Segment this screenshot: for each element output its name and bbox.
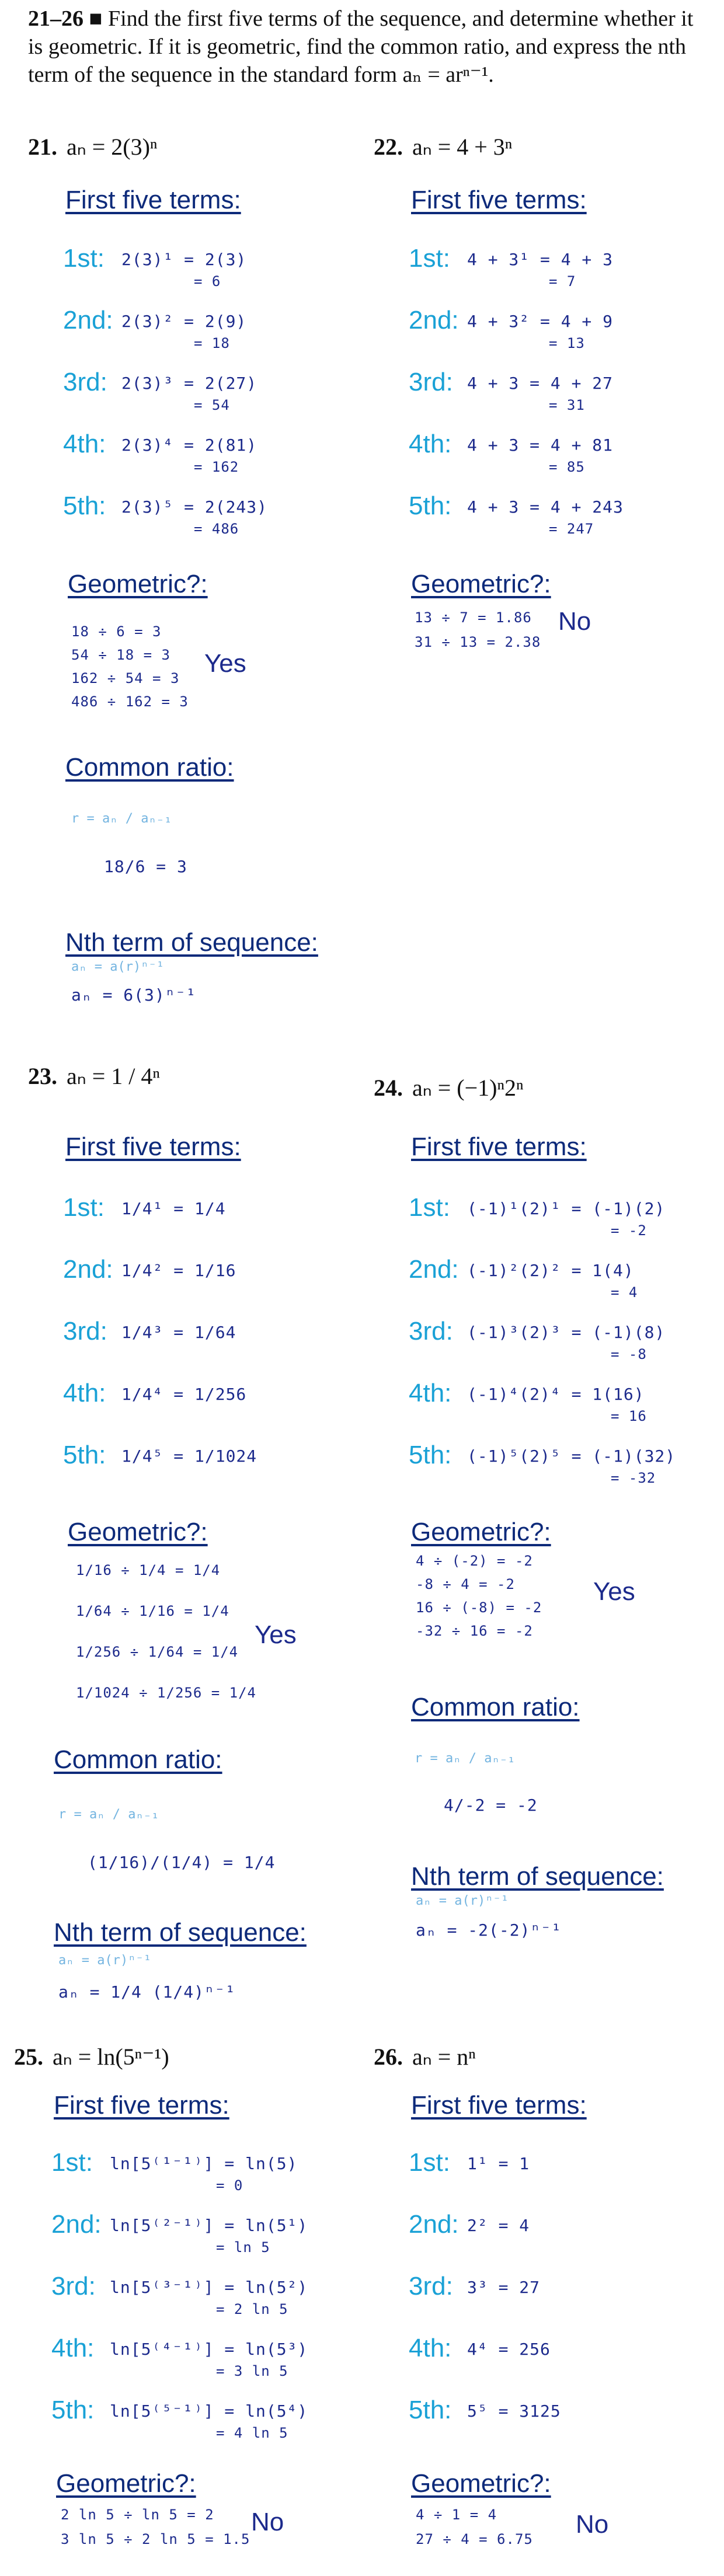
geo-work-line: 1/64 ÷ 1/16 = 1/4 xyxy=(76,1603,229,1619)
term-work: 1/4⁴ = 1/256 xyxy=(121,1385,247,1404)
geo-work-line: 162 ÷ 54 = 3 xyxy=(71,670,180,686)
term-work: 4 + 3¹ = 4 + 3 xyxy=(467,250,614,269)
term-result: = 13 xyxy=(549,335,585,351)
ordinal-1: 1st: xyxy=(409,244,450,273)
first-five-heading: First five terms: xyxy=(65,186,241,214)
geo-work-line: 18 ÷ 6 = 3 xyxy=(71,623,162,640)
term-work: 5⁵ = 3125 xyxy=(467,2401,561,2421)
term-result: = 6 xyxy=(194,273,221,290)
geometric-heading: Geometric?: xyxy=(68,1518,208,1546)
ordinal-3: 3rd: xyxy=(51,2272,96,2300)
ratio-formula: r = aₙ / aₙ₋₁ xyxy=(58,1807,159,1822)
geometric-heading: Geometric?: xyxy=(68,570,208,598)
term-work: 1¹ = 1 xyxy=(467,2154,530,2173)
term-result: = 4 ln 5 xyxy=(216,2425,288,2441)
term-work: 2(3)¹ = 2(3) xyxy=(121,250,247,269)
problem-formula: aₙ = 2(3)ⁿ xyxy=(67,134,158,160)
problem-25-header: 25. aₙ = ln(5ⁿ⁻¹) xyxy=(14,2044,169,2070)
nth-work: aₙ = -2(-2)ⁿ⁻¹ xyxy=(416,1920,562,1940)
term-work: 1/4² = 1/16 xyxy=(121,1261,236,1280)
geo-answer: Yes xyxy=(204,649,246,678)
problem-formula: aₙ = ln(5ⁿ⁻¹) xyxy=(53,2044,169,2070)
term-result: = 0 xyxy=(216,2177,243,2194)
nth-term-heading: Nth term of sequence: xyxy=(411,1862,664,1891)
term-work: ln[5⁽¹⁻¹⁾] = ln(5) xyxy=(110,2154,298,2173)
term-work: (-1)³(2)³ = (-1)(8) xyxy=(467,1323,666,1342)
ordinal-4: 4th: xyxy=(409,2334,452,2362)
term-work: (-1)²(2)² = 1(4) xyxy=(467,1261,634,1280)
term-work: 2² = 4 xyxy=(467,2216,530,2235)
ratio-formula: r = aₙ / aₙ₋₁ xyxy=(415,1751,516,1766)
ratio-work: 18/6 = 3 xyxy=(104,857,187,876)
ordinal-2: 2nd: xyxy=(409,306,459,334)
geo-work-line: 486 ÷ 162 = 3 xyxy=(71,693,189,710)
geo-answer: Yes xyxy=(255,1620,297,1649)
term-work: ln[5⁽⁴⁻¹⁾] = ln(5³) xyxy=(110,2340,308,2359)
ordinal-1: 1st: xyxy=(51,2148,93,2177)
geo-work-line: 13 ÷ 7 = 1.86 xyxy=(415,609,532,626)
term-result: = 7 xyxy=(549,273,576,290)
term-result: = -2 xyxy=(611,1222,647,1239)
ordinal-4: 4th: xyxy=(63,430,106,458)
term-work: (-1)⁴(2)⁴ = 1(16) xyxy=(467,1385,645,1404)
term-work: ln[5⁽³⁻¹⁾] = ln(5²) xyxy=(110,2278,308,2297)
term-result: = 18 xyxy=(194,335,230,351)
ordinal-1: 1st: xyxy=(409,2148,450,2177)
nth-work: aₙ = 1/4 (1/4)ⁿ⁻¹ xyxy=(58,1982,236,2002)
instructions-text: Find the first five terms of the sequence, and determine whether it is geometric. If it is geometric, find the common ratio, and express the nth term of the sequence in the standard form xyxy=(28,6,694,87)
ratio-work: (1/16)/(1/4) = 1/4 xyxy=(88,1853,276,1872)
problem-range: 21–26 xyxy=(28,6,83,31)
problem-21-header: 21. aₙ = 2(3)ⁿ xyxy=(28,134,158,160)
nth-formula: aₙ = a(r)ⁿ⁻¹ xyxy=(71,960,164,974)
ordinal-3: 3rd: xyxy=(63,1317,107,1345)
ordinal-4: 4th: xyxy=(51,2334,95,2362)
nth-work: aₙ = 6(3)ⁿ⁻¹ xyxy=(71,985,197,1005)
ordinal-4: 4th: xyxy=(409,430,452,458)
term-work: 1/4¹ = 1/4 xyxy=(121,1199,226,1218)
term-work: (-1)¹(2)¹ = (-1)(2) xyxy=(467,1199,666,1218)
term-work: 2(3)⁴ = 2(81) xyxy=(121,435,257,455)
term-work: 3³ = 27 xyxy=(467,2278,541,2297)
problem-22-header: 22. aₙ = 4 + 3ⁿ xyxy=(374,134,513,160)
first-five-heading: First five terms: xyxy=(54,2091,229,2120)
ordinal-2: 2nd: xyxy=(409,1255,459,1284)
term-work: 4 + 3 = 4 + 81 xyxy=(467,435,614,455)
geo-work-line: 31 ÷ 13 = 2.38 xyxy=(415,634,541,650)
term-work: 4 + 3 = 4 + 27 xyxy=(467,374,614,393)
term-work: 2(3)² = 2(9) xyxy=(121,312,247,331)
term-work: ln[5⁽²⁻¹⁾] = ln(5¹) xyxy=(110,2216,308,2235)
term-result: = 247 xyxy=(549,521,594,537)
ordinal-2: 2nd: xyxy=(409,2210,459,2239)
geo-answer: No xyxy=(558,607,591,636)
geo-work-line: 1/256 ÷ 1/64 = 1/4 xyxy=(76,1644,239,1660)
first-five-heading: First five terms: xyxy=(411,1132,587,1161)
common-ratio-heading: Common ratio: xyxy=(65,753,234,782)
term-work: 2(3)³ = 2(27) xyxy=(121,374,257,393)
ordinal-4: 4th: xyxy=(63,1379,106,1407)
ordinal-5: 5th: xyxy=(409,492,452,520)
geo-answer: No xyxy=(576,2510,609,2539)
term-result: = 85 xyxy=(549,459,585,475)
ordinal-5: 5th: xyxy=(51,2396,95,2424)
term-result: = -32 xyxy=(611,1470,656,1486)
ordinal-3: 3rd: xyxy=(63,368,107,396)
ordinal-2: 2nd: xyxy=(63,1255,113,1284)
geometric-heading: Geometric?: xyxy=(411,570,551,598)
geo-work-line: 1/16 ÷ 1/4 = 1/4 xyxy=(76,1562,221,1578)
term-result: = 4 xyxy=(611,1284,638,1301)
geometric-heading: Geometric?: xyxy=(411,1518,551,1546)
ordinal-1: 1st: xyxy=(63,244,105,273)
first-five-heading: First five terms: xyxy=(411,2091,587,2120)
term-result: = -8 xyxy=(611,1346,647,1362)
geo-work-line: 2 ln 5 ÷ ln 5 = 2 xyxy=(61,2507,214,2523)
ordinal-5: 5th: xyxy=(409,1441,452,1469)
nth-term-heading: Nth term of sequence: xyxy=(54,1918,307,1947)
problem-formula: aₙ = nⁿ xyxy=(412,2044,476,2070)
term-work: (-1)⁵(2)⁵ = (-1)(32) xyxy=(467,1446,676,1466)
geo-answer: Yes xyxy=(593,1577,635,1606)
first-five-heading: First five terms: xyxy=(411,186,587,214)
problem-26-header: 26. aₙ = nⁿ xyxy=(374,2044,476,2070)
problem-formula: aₙ = 4 + 3ⁿ xyxy=(412,134,513,160)
geo-work-line: 27 ÷ 4 = 6.75 xyxy=(416,2531,533,2547)
term-result: = 486 xyxy=(194,521,239,537)
ordinal-3: 3rd: xyxy=(409,1317,453,1345)
first-five-heading: First five terms: xyxy=(65,1132,241,1161)
geometric-heading: Geometric?: xyxy=(411,2469,551,2498)
geo-work-line: -8 ÷ 4 = -2 xyxy=(416,1576,515,1592)
ordinal-4: 4th: xyxy=(409,1379,452,1407)
term-result: = 16 xyxy=(611,1408,647,1424)
term-result: = 54 xyxy=(194,397,230,413)
term-work: 4⁴ = 256 xyxy=(467,2340,551,2359)
geo-work-line: -32 ÷ 16 = -2 xyxy=(416,1623,533,1639)
problem-24-header: 24. aₙ = (−1)ⁿ2ⁿ xyxy=(374,1075,524,1101)
term-work: 2(3)⁵ = 2(243) xyxy=(121,497,268,517)
ordinal-5: 5th: xyxy=(63,1441,106,1469)
square-bullet-icon: ■ xyxy=(89,6,103,31)
term-work: 4 + 3 = 4 + 243 xyxy=(467,497,624,517)
instructions xyxy=(28,5,705,89)
problem-23-header: 23. aₙ = 1 / 4ⁿ xyxy=(28,1063,160,1089)
nth-formula: aₙ = a(r)ⁿ⁻¹ xyxy=(58,1953,151,1968)
ordinal-5: 5th: xyxy=(63,492,106,520)
term-result: = 31 xyxy=(549,397,585,413)
ratio-formula: r = aₙ / aₙ₋₁ xyxy=(71,811,172,826)
ordinal-3: 3rd: xyxy=(409,368,453,396)
ordinal-1: 1st: xyxy=(409,1193,450,1222)
term-work: 4 + 3² = 4 + 9 xyxy=(467,312,614,331)
geo-answer: No xyxy=(251,2508,284,2536)
problem-formula: aₙ = (−1)ⁿ2ⁿ xyxy=(412,1075,524,1101)
term-work: 1/4³ = 1/64 xyxy=(121,1323,236,1342)
ordinal-2: 2nd: xyxy=(63,306,113,334)
geometric-heading: Geometric?: xyxy=(56,2469,196,2498)
term-result: = 3 ln 5 xyxy=(216,2363,288,2379)
ratio-work: 4/-2 = -2 xyxy=(444,1796,538,1815)
term-result: = 2 ln 5 xyxy=(216,2301,288,2317)
term-work: 1/4⁵ = 1/1024 xyxy=(121,1446,257,1466)
common-ratio-heading: Common ratio: xyxy=(411,1693,580,1721)
term-work: ln[5⁽⁵⁻¹⁾] = ln(5⁴) xyxy=(110,2401,308,2421)
term-result: = 162 xyxy=(194,459,239,475)
geo-work-line: 4 ÷ (-2) = -2 xyxy=(416,1553,533,1569)
standard-form: aₙ = arⁿ⁻¹. xyxy=(402,62,494,87)
geo-work-line: 16 ÷ (-8) = -2 xyxy=(416,1599,542,1616)
geo-work-line: 4 ÷ 1 = 4 xyxy=(416,2507,497,2523)
geo-work-line: 1/1024 ÷ 1/256 = 1/4 xyxy=(76,1685,256,1701)
ordinal-3: 3rd: xyxy=(409,2272,453,2300)
ordinal-2: 2nd: xyxy=(51,2210,102,2239)
term-result: = ln 5 xyxy=(216,2239,270,2256)
ordinal-5: 5th: xyxy=(409,2396,452,2424)
ordinal-1: 1st: xyxy=(63,1193,105,1222)
problem-formula: aₙ = 1 / 4ⁿ xyxy=(67,1063,160,1089)
geo-work-line: 54 ÷ 18 = 3 xyxy=(71,647,170,663)
geo-work-line: 3 ln 5 ÷ 2 ln 5 = 1.5 xyxy=(61,2531,250,2547)
nth-term-heading: Nth term of sequence: xyxy=(65,928,318,957)
nth-formula: aₙ = a(r)ⁿ⁻¹ xyxy=(416,1894,509,1908)
common-ratio-heading: Common ratio: xyxy=(54,1745,222,1774)
